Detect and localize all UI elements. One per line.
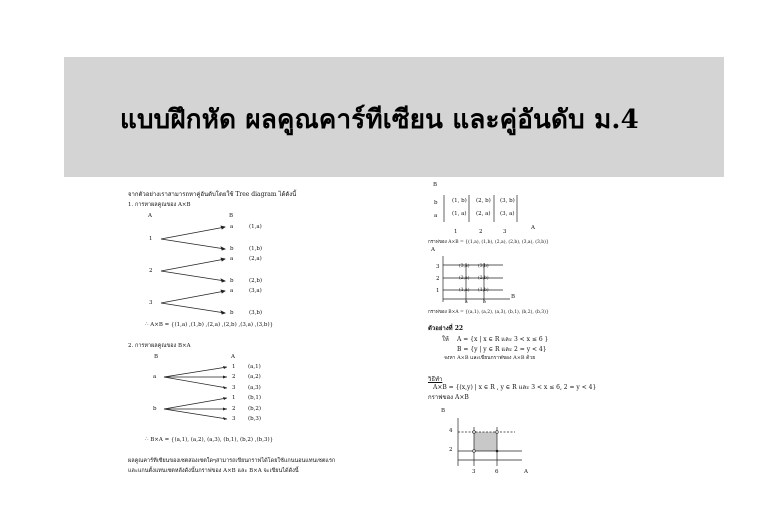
tree1-pair: (3,b) xyxy=(249,310,263,316)
grid2-cell: (3,b) xyxy=(478,264,489,269)
section2-result: ∴ B×A = {(a,1), (a,2), (a,3), (b,1), (b,2) ,(b,3)} xyxy=(145,437,274,443)
tree1-pair: (3,a) xyxy=(249,288,262,294)
tree2-leaf: 3 xyxy=(232,416,236,422)
grid1-cell: (1, b) xyxy=(452,198,467,204)
grid1-ylabel: a xyxy=(434,213,438,219)
tree2-root: b xyxy=(153,406,157,412)
grid2-ylabel: 3 xyxy=(436,264,440,270)
tree2-leaf: 3 xyxy=(232,385,236,391)
grid1-axis-y: B xyxy=(433,182,438,188)
tree2-header-b: B xyxy=(154,354,159,360)
grid1-cell: (1, a) xyxy=(452,211,467,217)
section2-heading: 2. การหาผลคูณของ B×A xyxy=(128,343,191,349)
page-title: แบบฝึกหัด ผลคูณคาร์ทีเซียน และคู่อันดับ ม.4 xyxy=(120,105,639,135)
tree1-root: 3 xyxy=(149,300,153,306)
chart-xtick: 3 xyxy=(472,469,476,475)
example-set-a: A = {x | x ∈ R และ 3 < x ≤ 6 } xyxy=(457,336,549,343)
grid1-xlabel: 1 xyxy=(454,229,458,235)
tree1-header-b: B xyxy=(229,213,234,219)
tree2-pair: (b,3) xyxy=(248,416,262,422)
footer-line: และแกนตั้งแทนเซตหลังดังนั้นกราฟของ A×B และ B×A จะเขียนได้ดังนี้ xyxy=(128,468,299,474)
grid2-axis-x: B xyxy=(511,294,516,300)
tree2-root: a xyxy=(153,374,157,380)
grid1-xlabel: 2 xyxy=(479,229,483,235)
example-heading: ตัวอย่างที่ 22 xyxy=(428,325,464,332)
tree2-pair: (a,3) xyxy=(248,385,261,391)
grid1-cell: (2, a) xyxy=(476,211,491,217)
example-question: จงหา A×B และเขียนกราฟของ A×B ด้วย xyxy=(444,355,536,361)
tree2-leaf: 2 xyxy=(232,406,236,412)
example-given-label: ให้ xyxy=(442,336,449,343)
tree1-leaf: b xyxy=(230,246,234,252)
grid2-cell: (2,a) xyxy=(459,276,470,281)
grid1-caption: กราฟของ A×B = {(1,a), (1,b), (2,a), (2,b), (3,a), (3,b)} xyxy=(428,240,549,245)
tree1-pair: (2,a) xyxy=(249,256,262,262)
grid1-cell: (3, b) xyxy=(500,198,515,204)
tree1-leaf: b xyxy=(230,310,234,316)
chart-ytick: 4 xyxy=(449,428,453,434)
grid2-cell: (2,b) xyxy=(478,276,489,281)
grid2-cell: (3,a) xyxy=(459,264,470,269)
tree1-pair: (1,a) xyxy=(249,224,262,230)
tree1-leaf: b xyxy=(230,278,234,284)
tree2-pair: (b,2) xyxy=(248,406,262,412)
grid2-caption: กราฟของ B×A = {(a,1), (a,2), (a,3), (b,1), (b,2), (b,3)} xyxy=(428,310,549,315)
tree2-header-a: A xyxy=(231,354,235,360)
tree2-pair: (a,2) xyxy=(248,374,261,380)
solution-heading: วิธีทำ xyxy=(428,376,443,383)
tree1-pair: (1,b) xyxy=(249,246,263,252)
grid2-cell: (1,b) xyxy=(478,288,489,293)
chart-ylabel: B xyxy=(441,408,446,414)
grid1-cell: (3, a) xyxy=(500,211,515,217)
solution-line2: กราฟของ A×B xyxy=(428,394,469,401)
intro-text: จากตัวอย่างเราสามารถหาคู่อันดับโดยใช้ Tree diagram ได้ดังนี้ xyxy=(128,191,297,198)
chart-xtick: 6 xyxy=(495,469,499,475)
section1-result: ∴ A×B = {(1,a) ,(1,b) ,(2,a) ,(2,b) ,(3,a) ,(3,b)} xyxy=(145,322,274,328)
tree2-pair: (a,1) xyxy=(248,364,261,370)
chart-xlabel: A xyxy=(524,469,528,475)
tree1-pair: (2,b) xyxy=(249,278,263,284)
solution-line1: A×B = {(x,y) | x ∈ R , y ∈ R และ 3 < x ≤ 6, 2 = y < 4} xyxy=(433,384,597,391)
tree2-leaf: 1 xyxy=(232,395,236,401)
chart-ytick: 2 xyxy=(449,447,453,453)
tree1-leaf: a xyxy=(230,224,234,230)
section1-heading: 1. การหาผลคูณของ A×B xyxy=(128,202,191,208)
grid1-xlabel: 3 xyxy=(503,229,507,235)
tree1-root: 2 xyxy=(149,268,153,274)
grid1-ylabel: b xyxy=(434,200,438,206)
grid2-axis-y: A xyxy=(431,247,435,253)
tree1-header-a: A xyxy=(148,213,152,219)
tree2-leaf: 2 xyxy=(232,374,236,380)
grid2-xlabel: b xyxy=(483,300,486,305)
grid1-cell: (2, b) xyxy=(476,198,491,204)
grid1-axis-x: A xyxy=(531,225,535,231)
tree1-leaf: a xyxy=(230,288,234,294)
grid2-xlabel: a xyxy=(465,300,468,305)
tree1-leaf: a xyxy=(230,256,234,262)
tree2-leaf: 1 xyxy=(232,364,236,370)
grid2-ylabel: 2 xyxy=(436,276,440,282)
grid2-cell: (1,a) xyxy=(459,288,470,293)
example-set-b: B = {y | y ∈ R และ 2 = y < 4} xyxy=(457,346,547,353)
tree1-root: 1 xyxy=(149,236,153,242)
footer-line: ผลคูณคาร์ทีเซียนของเซตสองเซตใดๆสามารถเขียนกราฟได้โดยใช้แกนนอนแทนเซตแรก xyxy=(128,458,336,464)
grid2-ylabel: 1 xyxy=(436,288,440,294)
tree2-pair: (b,1) xyxy=(248,395,262,401)
